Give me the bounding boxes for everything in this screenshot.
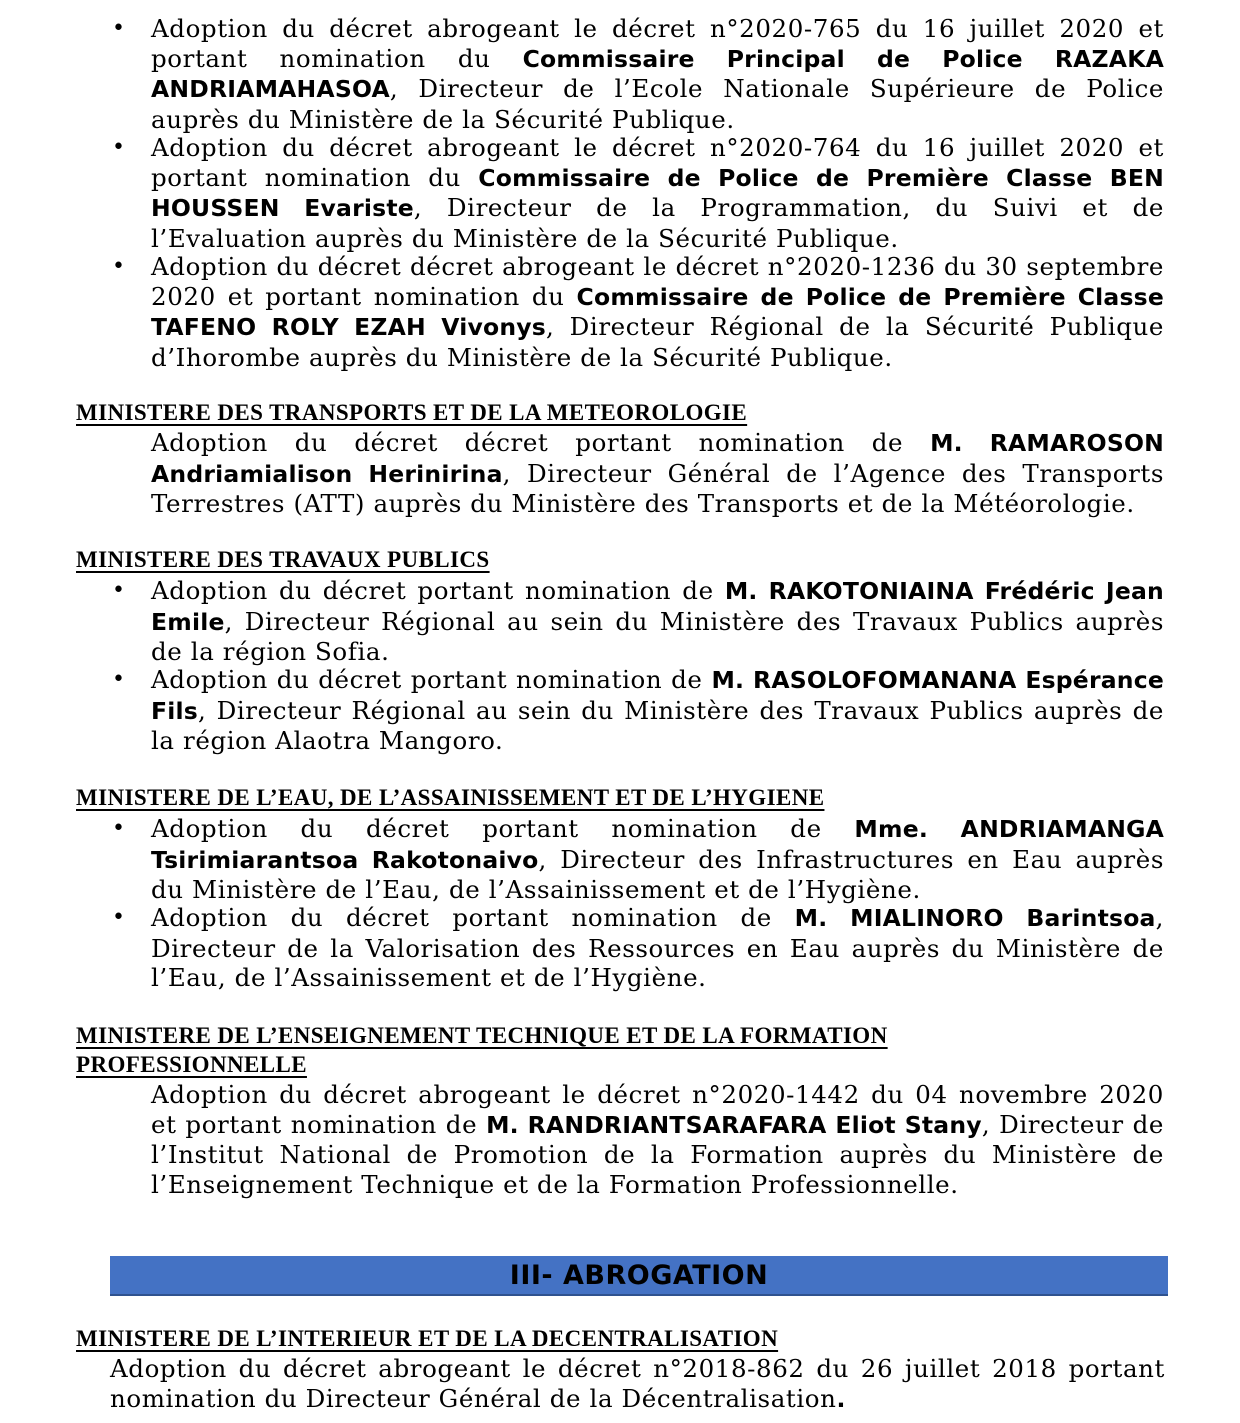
bullet: • <box>112 16 125 41</box>
decree-item: Adoption du décret décret abrogeant le décret n°2020-1236 du 30 septembre 2020 et portant nomination du Commissaire de Police de Première Classe TAFENO ROLY EZAH Vivonys, Directeur Régional de la Sécurité Publique d’Ihorombe auprès du Ministère de la Sécurité Publique. <box>151 252 1164 372</box>
decree-item: Adoption du décret portant nomination de Mme. ANDRIAMANGA Tsirimiarantsoa Rakotonaivo, Directeur des Infrastructures en Eau auprès du Ministère de l’Eau, de l’Assainissement et de l’Hygiène. <box>151 814 1164 904</box>
nominee-name: Mme. ANDRIAMANGA Tsirimiarantsoa Rakotonaivo <box>151 815 1164 874</box>
decree-item: Adoption du décret portant nomination de M. MIALINORO Barintsoa, Directeur de la Valorisation des Ressources en Eau auprès du Ministère de l’Eau, de l’Assainissement et de l’Hygiène. <box>151 903 1164 992</box>
nominee-name: M. RANDRIANTSARAFARA Eliot Stany <box>486 1110 982 1139</box>
nominee-name: M. RAKOTONIAINA Frédéric Jean Emile <box>151 577 1164 636</box>
decree-item: Adoption du décret portant nomination de M. RASOLOFOMANANA Espérance Fils, Directeur Régional au sein du Ministère des Travaux Publics auprès de la région Alaotra Mangoro. <box>151 665 1164 755</box>
final-period: . <box>836 1384 846 1413</box>
nominee-name: M. RAMAROSON Andriamialison Herinirina <box>151 429 1164 488</box>
bullet: • <box>112 667 125 692</box>
decree-item: Adoption du décret abrogeant le décret n°2018-862 du 26 juillet 2018 portant nomination du Directeur Général de la Décentralisation. <box>110 1354 1165 1413</box>
bullet: • <box>112 905 125 930</box>
section-heading-enseignement: MINISTERE DE L’ENSEIGNEMENT TECHNIQUE ET DE LA FORMATION <box>76 1023 888 1048</box>
section-heading-interieur: MINISTERE DE L’INTERIEUR ET DE LA DECENTRALISATION <box>76 1326 779 1351</box>
bullet: • <box>112 816 125 841</box>
section-heading-travaux-publics: MINISTERE DES TRAVAUX PUBLICS <box>76 547 490 572</box>
decree-item: Adoption du décret décret portant nomination de M. RAMAROSON Andriamialison Herinirina, Directeur Général de l’Agence des Transports Terrestres (ATT) auprès du Ministère des Transports et de la Météorologie. <box>151 428 1164 518</box>
nominee-name: M. RASOLOFOMANANA Espérance Fils <box>151 666 1164 725</box>
decree-item: Adoption du décret portant nomination de M. RAKOTONIAINA Frédéric Jean Emile, Directeur Régional au sein du Ministère des Travaux Publics auprès de la région Sofia. <box>151 576 1164 666</box>
nominee-name: Commissaire Principal de Police RAZAKA ANDRIAMAHASOA <box>151 44 1164 103</box>
nominee-name: Commissaire de Police de Première Classe TAFENO ROLY EZAH Vivonys <box>151 282 1164 341</box>
nominee-name: M. MIALINORO Barintsoa <box>794 904 1156 932</box>
section-heading-eau: MINISTERE DE L’EAU, DE L’ASSAINISSEMENT ET DE L’HYGIENE <box>76 785 825 810</box>
section-heading-transports: MINISTERE DES TRANSPORTS ET DE LA METEOROLOGIE <box>76 400 748 425</box>
decree-item: Adoption du décret abrogeant le décret n°2020-764 du 16 juillet 2020 et portant nomination du Commissaire de Police de Première Classe BEN HOUSSEN Evariste, Directeur de la Programmation, du Suivi et de l’Evaluation auprès du Ministère de la Sécurité Publique. <box>151 133 1164 253</box>
nominee-name: Commissaire de Police de Première Classe BEN HOUSSEN Evariste <box>151 163 1164 222</box>
decree-item: Adoption du décret abrogeant le décret n°2020-765 du 16 juillet 2020 et portant nomination du Commissaire Principal de Police RAZAKA ANDRIAMAHASOA, Directeur de l’Ecole Nationale Supérieure de Police auprès du Ministère de la Sécurité Publique. <box>151 14 1164 134</box>
bullet: • <box>112 254 125 279</box>
bullet: • <box>112 135 125 160</box>
section-heading-enseignement-cont: PROFESSIONNELLE <box>76 1052 307 1077</box>
decree-item: Adoption du décret abrogeant le décret n°2020-1442 du 04 novembre 2020 et portant nomination de M. RANDRIANTSARAFARA Eliot Stany, Directeur de l’Institut National de Promotion de la Formation auprès du Ministère de l’Enseignement Technique et de la Formation Professionnelle. <box>151 1080 1164 1199</box>
banner-title: III- ABROGATION <box>509 1259 769 1291</box>
bullet: • <box>112 578 125 603</box>
section-banner-abrogation <box>110 1256 1168 1296</box>
